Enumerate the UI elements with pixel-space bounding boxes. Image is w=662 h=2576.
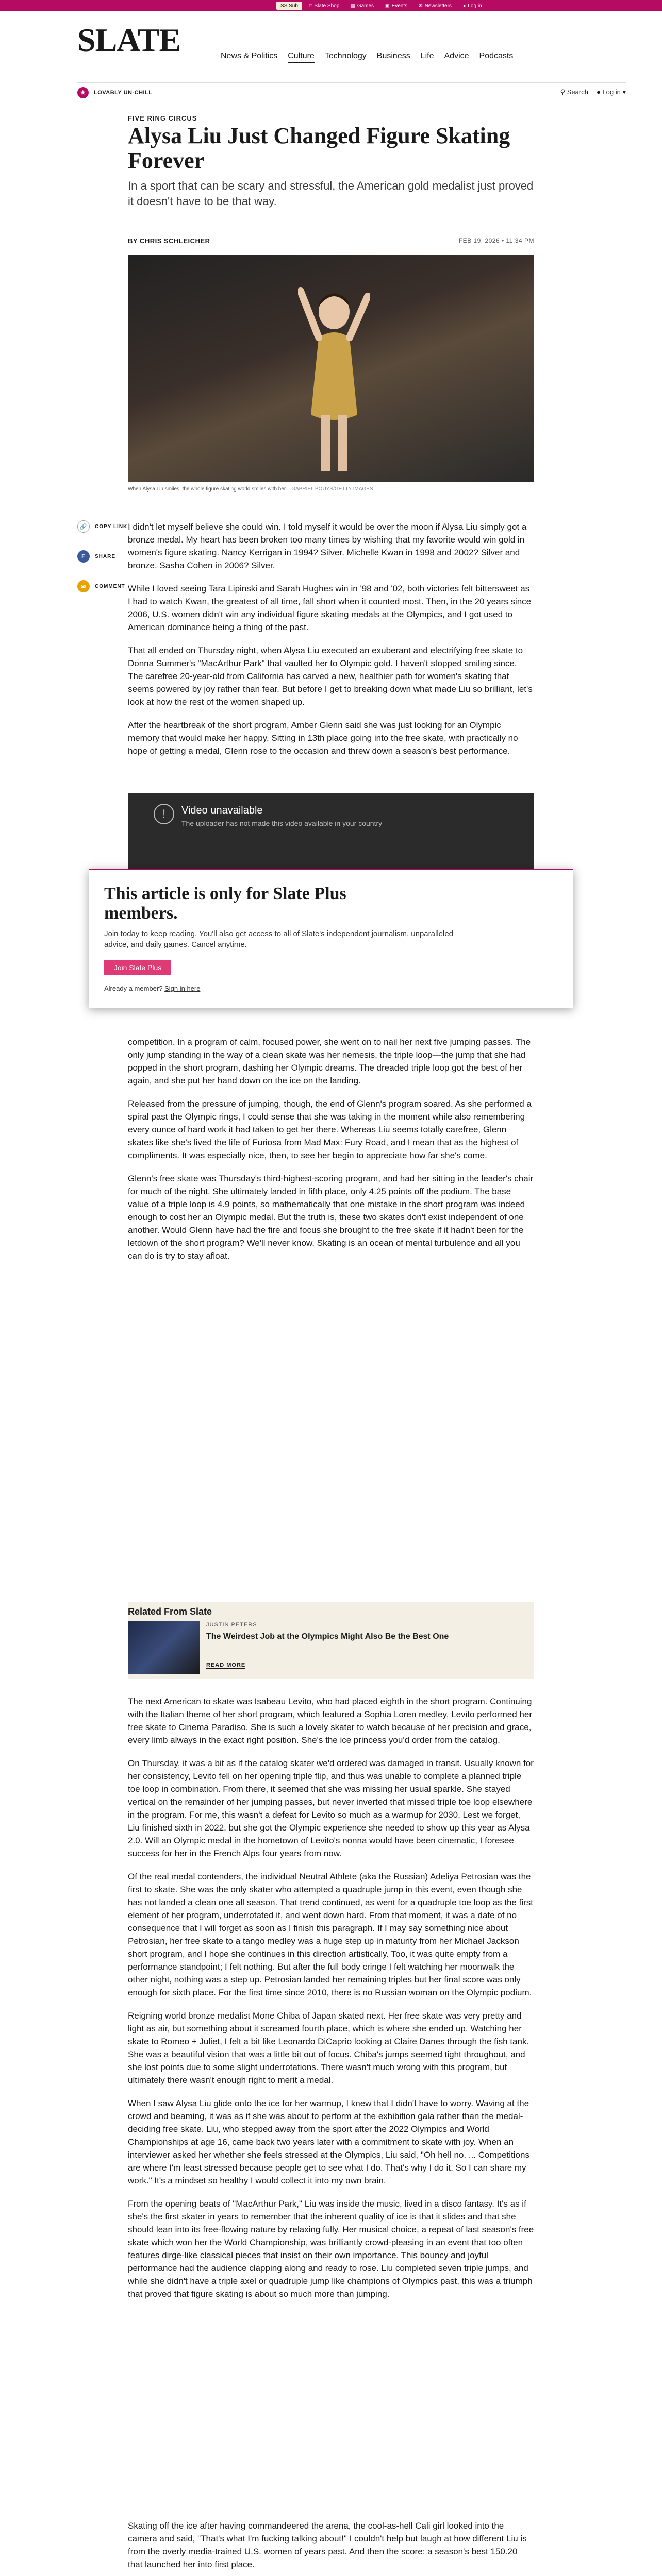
article-date: FEB 19, 2026 • 11:34 PM bbox=[458, 237, 534, 244]
utility-newsletters-link[interactable]: ✉ Newsletters bbox=[419, 3, 452, 9]
article-title: Alysa Liu Just Changed Figure Skating Forever bbox=[128, 123, 510, 173]
facebook-icon: F bbox=[77, 550, 90, 563]
article-body-top bbox=[128, 520, 534, 757]
alert-icon: ! bbox=[154, 804, 174, 824]
article-body-low bbox=[128, 1695, 534, 2300]
paragraph: From the opening beats of "MacArthur Park," Liu was inside the music, lived in a disco fantasy. It's as if she's the first skater in years to remember that the inherent quality of ice is that it slides and that she should lean into its free-flowing nature by relaxing fully. Her musical choice, a repeat of last season's free skate which won her the World Championship, was brilliantly crowd-pleasing in an event that too often features dirge-like classical pieces that insist on their own importance. This bouncy and joyful performance had the audience clapping along and ready to rose. Liu completed seven triple jumps, and while she didn't have a triple axel or quadruple jump like champions of Olympics past, this was a triumph that proved that figure skating is about so much more than jumping. bbox=[128, 2199, 534, 2299]
video-subtitle: The uploader has not made this video available in your country bbox=[181, 819, 383, 827]
nav-life[interactable]: Life bbox=[420, 52, 434, 60]
related-title[interactable]: The Weirdest Job at the Olympics Might Also Be the Best One bbox=[206, 1632, 449, 1641]
facebook-share-button[interactable]: F SHARE bbox=[77, 550, 127, 563]
paragraph: While I loved seeing Tara Lipinski and Sarah Hughes win in '98 and '02, both victories felt bittersweet as I had to watch Kwan, the greatest of all time, fall short when it counted most. Then, in the 20 years since 2006, U.S. women didn't win any individual figure skating medals at the Olympics, and I got used to American dominance being a thing of the past. bbox=[128, 584, 532, 632]
paragraph: That all ended on Thursday night, when Alysa Liu executed an exuberant and electrifying free skate to Donna Summer's "MacArthur Park" that vaulted her to Olympic gold. I haven't stopped smiling since. The carefree 20-year-old from California has carved a new, healthier path for women's skating that seems powered by joy rather than fear. But before I get to breaking down what made Liu so brilliant, let's look at how the rest of the women shaped up. bbox=[128, 646, 533, 707]
bag-icon: □ bbox=[309, 3, 312, 8]
section-bar bbox=[77, 82, 626, 103]
paragraph: Of the real medal contenders, the individual Neutral Athlete (aka the Russian) Adeliya Petrosian was the first to skate. She was the only skater who attempted a quadruple jump in this event, even though she has not landed a clean one all season. That trend continued, as went for a quadruple toe loop as the first element of her program, underrotated it, and went down hard. From that moment, it was a date of no consequence that I will forget as soon as I finish this paragraph. If I may say something nice about Petrosian, her free skate to a tango medley was a huge step up in maturity from her Michael Jackson short program, and I hope she continues in this direction artistically. Too, it was quite empty from a performance standpoint; I felt nothing. But after the full body cringe I felt watching her moonwalk the other night, nothing was a step up. Petrosian landed her remaining triples but her final score was only enough for sixth place. For the first time since 2010, there is no Russian woman on the Olympic podium. bbox=[128, 1872, 533, 1997]
nav-business[interactable]: Business bbox=[376, 52, 410, 60]
share-toolbar bbox=[77, 520, 127, 592]
hero-image bbox=[128, 255, 534, 482]
utility-shop-link[interactable]: □ Slate Shop bbox=[309, 3, 340, 9]
header-actions bbox=[560, 88, 626, 96]
top-utility-bar bbox=[0, 0, 662, 11]
login-button[interactable]: ● Log in ▾ bbox=[596, 88, 626, 96]
nav-news-politics[interactable]: News & Politics bbox=[221, 52, 278, 60]
nav-advice[interactable]: Advice bbox=[444, 52, 469, 60]
utility-games-link[interactable]: ▦ Games bbox=[351, 3, 374, 9]
calendar-icon: ▣ bbox=[385, 3, 390, 8]
slate-logo[interactable]: SLATE bbox=[77, 22, 181, 58]
paragraph: Released from the pressure of jumping, though, the end of Glenn's program soared. As she performed a spiral past the Olympic rings, I could sense that she was taking in the moment while also remembering every ounce of hard work it had taken to get her there. Whereas Liu seems totally carefree, Glenn skates like she's lived the life of Furiosa from Mad Max: Fury Road, and I mean that as the highest of compliments. It was especially nice, then, to see her begin to appreciate how far she's come. bbox=[128, 1099, 532, 1160]
signin-link[interactable]: Sign in here bbox=[164, 985, 201, 992]
paragraph: On Thursday, it was a bit as if the catalog skater we'd ordered was damaged in transit. Usually known for her consistency, Levito fell on her opening triple flip, and thus was unable to complete a planned triple toe loop in combination. From there, it seemed that she was missing her usual sparkle. She stayed vertical on the remainder of her jumping passes, but never inverted that missed triple toe loop elsewhere in the program. For me, this wasn't a defeat for Levito so much as a warmup for 2030. Lest we forget, Liu finished sixth in 2022, but she got the Olympic experience she needed to show up this year as Alysa 2.0. Will an Olympic medal in the hometown of Levito's nonna would have been cinematic, I foresee success for her in the French Alps four years from now. bbox=[128, 1758, 534, 1858]
grid-icon: ▦ bbox=[351, 3, 355, 8]
user-icon: ● bbox=[596, 88, 601, 96]
paragraph: The next American to skate was Isabeau Levito, who had placed eighth in the short program. Continuing with the Italian theme of her short program, which featured a Sophia Loren medley, Levito performed her free skate to Cinema Paradiso. She is such a lovely skater to watch because of her precision and grace, every limb always in the exact right position. She's the ice princess you'd order from the catalog. bbox=[128, 1697, 533, 1745]
article-byline[interactable]: BY CHRIS SCHLEICHER bbox=[128, 237, 210, 245]
comment-button[interactable]: ✉ COMMENT bbox=[77, 580, 127, 592]
article-kicker[interactable]: FIVE RING CIRCUS bbox=[128, 114, 197, 122]
utility-nav bbox=[276, 2, 486, 10]
related-heading: Related From Slate bbox=[128, 1606, 212, 1617]
nav-culture[interactable]: Culture bbox=[288, 52, 315, 63]
related-thumbnail[interactable] bbox=[128, 1621, 200, 1674]
series-badge-icon: ★ bbox=[77, 87, 89, 98]
search-icon: ⚲ bbox=[560, 88, 566, 96]
nav-technology[interactable]: Technology bbox=[324, 52, 367, 60]
paywall-text: Join today to keep reading. You'll also get access to all of Slate's independent journalism, unparalleled advice, and daily games. Cancel anytime. bbox=[104, 929, 454, 949]
article-body-mid bbox=[128, 1036, 534, 1262]
related-author: JUSTIN PETERS bbox=[206, 1622, 257, 1628]
paragraph: I didn't let myself believe she could win. I told myself it would be over the moon if Alysa Liu simply got a bronze medal. My heart has been broken too many times by wishing that my favorite would win gold in women's figure skating. Nancy Kerrigan in 1994? Silver. Michelle Kwan in 1998 and 2002? Silver and bronze. Sasha Cohen in 2006? Silver. bbox=[128, 522, 527, 570]
paragraph: Skating off the ice after having commandeered the arena, the cool-as-hell Cali girl looked into the camera and said, "That's what I'm fucking talking about!" I couldn't help but laugh at how different Liu is from the overly media-trained U.S. women of years past. And then the score: a season's best 150.20 that launched her into first place. bbox=[128, 2521, 527, 2569]
user-icon: ● bbox=[462, 3, 466, 8]
read-more-link[interactable]: READ MORE bbox=[206, 1662, 246, 1668]
article-dek: In a sport that can be scary and stressful, the American gold medalist just proved it doesn't have to be that way. bbox=[128, 179, 534, 208]
search-button[interactable]: ⚲ Search bbox=[560, 88, 588, 96]
utility-login-link[interactable]: ● Log in bbox=[462, 3, 482, 9]
related-module bbox=[128, 1602, 534, 1679]
video-title: Video unavailable bbox=[181, 805, 263, 816]
paragraph: Reigning world bronze medalist Mone Chiba of Japan skated next. Her free skate was very pretty and light as air, but something about it screamed fourth place, which is where she ended up. Watching her skate to Romeo + Juliet, I felt a bit like Leonardo DiCaprio looking at Claire Danes through the fish tank. She was a beautiful vision that was a little bit out of focus. Chiba's jumps seemed tight throughout, and she lost points due to some slight underrotations. There wasn't much wrong with this program, but ultimately there wasn't enough right to merit a medal. bbox=[128, 2011, 529, 2085]
paragraph: competition. In a program of calm, focused power, she went on to nail her next five jumping passes. The only jump standing in the way of a clean skate was her nemesis, the triple loop—the jump that she had popped in the short program, dashing her Olympic dreams. The dreaded triple loop got the best of her again, and she put her hand down on the ice on the landing. bbox=[128, 1037, 531, 1086]
paragraph: Glenn's free skate was Thursday's third-highest-scoring program, and had her sitting in the leader's chair for much of the night. She ultimately landed in fifth place, only 4.25 points off the podium. The base value of a triple loop is 4.9 points, so mathematically that one mistake in the short program was indeed enough to cost her an Olympic medal. But the truth is, these two skates don't exist independent of one another. Would Glenn have had the fire and focus she brought to the free skate if it hadn't been for the letdown of the short program? We'll never know. Skating is an ocean of mental turbulence and all you can do is try to stay afloat. bbox=[128, 1174, 534, 1261]
comment-icon: ✉ bbox=[77, 580, 90, 592]
utility-events-link[interactable]: ▣ Events bbox=[385, 3, 408, 9]
join-slate-plus-button[interactable]: Join Slate Plus bbox=[104, 960, 171, 975]
chevron-down-icon: ▾ bbox=[622, 88, 626, 96]
skater-figure bbox=[298, 281, 370, 477]
hero-caption: When Alysa Liu smiles, the whole figure skating world smiles with her. GABRIEL BOUYS/GETTY IMAGES bbox=[128, 486, 373, 492]
paywall-modal bbox=[89, 869, 573, 1008]
mail-icon: ✉ bbox=[419, 3, 423, 8]
link-icon: 🔗 bbox=[77, 520, 90, 533]
article-body-end bbox=[128, 2519, 534, 2576]
paragraph: When I saw Alysa Liu glide onto the ice for her warmup, I knew that I didn't have to worry. Waving at the crowd and beaming, it was as if she was about to perform at the exhibition gala rather than the medal-deciding free skate. Liu, who stepped away from the sport after the 2022 Olympics and World Championships at age 16, came back two years later with a commitment to skate with joy. When an interviewer asked her whether she feels stressed at the Olympics, Liu said, "Oh hell no. ... Competitions are where I'm least stressed because people get to see what I do. That's why I do it. So I can share my work." It's a mindset so healthy I would collect it into my own brain. bbox=[128, 2098, 529, 2185]
caption-credit: GABRIEL BOUYS/GETTY IMAGES bbox=[291, 486, 373, 492]
nav-podcasts[interactable]: Podcasts bbox=[479, 52, 514, 60]
paywall-title: This article is only for Slate Plus members. bbox=[104, 884, 346, 923]
member-signin: Already a member? Sign in here bbox=[104, 985, 201, 992]
utility-sub-button[interactable]: SS Sub bbox=[276, 2, 302, 10]
copy-link-button[interactable]: 🔗 COPY LINK bbox=[77, 520, 127, 533]
main-nav bbox=[221, 52, 513, 63]
series-label[interactable]: ★ LOVABLY UN-CHILL bbox=[77, 87, 153, 98]
paragraph: After the heartbreak of the short program, Amber Glenn said she was just looking for an Olympic memory that would make her happy. Sitting in 13th place going into the free skate, with practically no hope of getting a medal, Glenn rose to the occasion and threw down a season's best performance. bbox=[128, 720, 518, 756]
